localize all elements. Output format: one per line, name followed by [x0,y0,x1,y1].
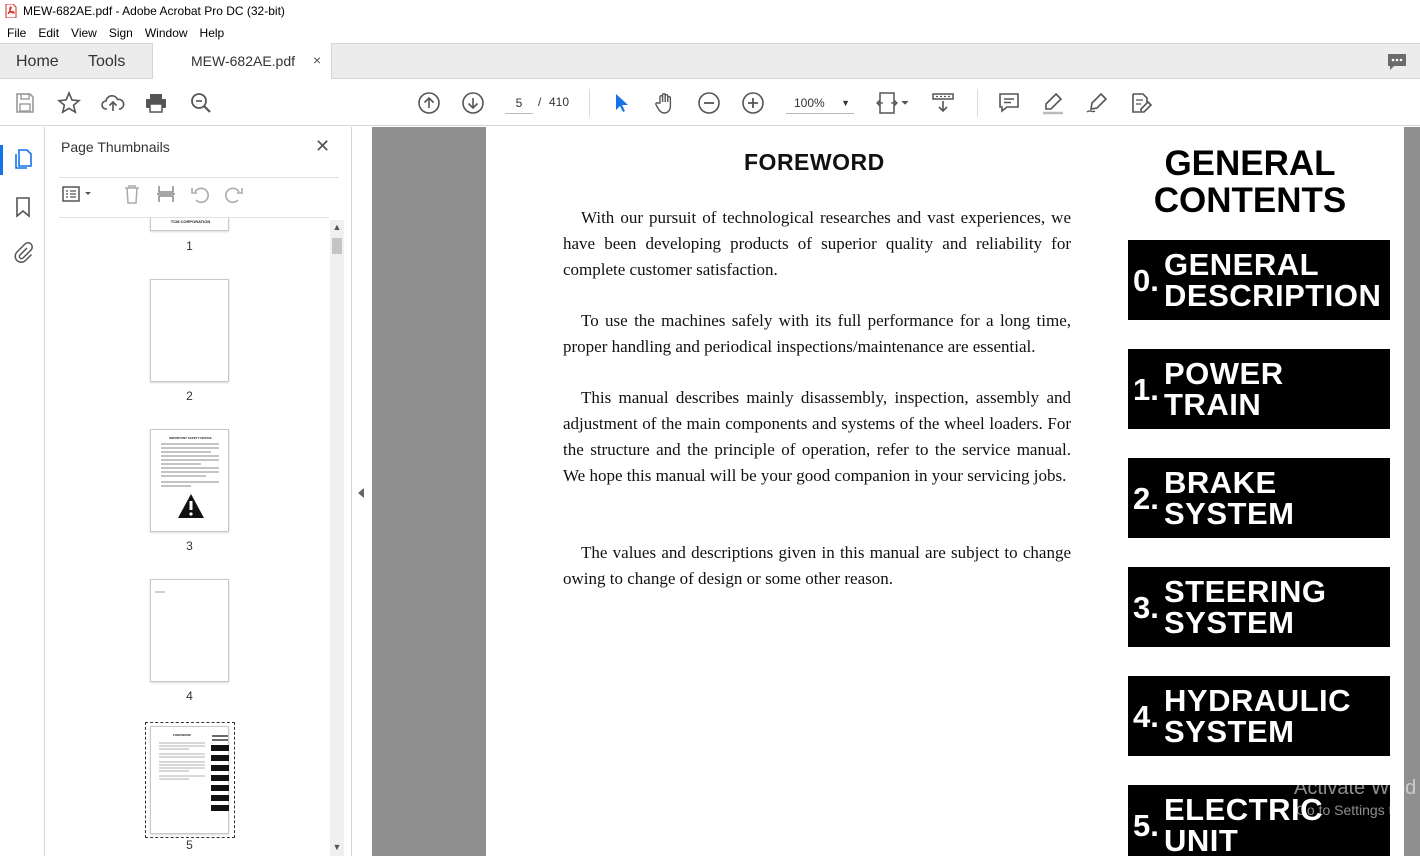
thumbnail-number: 1 [186,239,193,253]
thumbnail-number: 3 [186,539,193,553]
navigation-rail [0,127,45,856]
thumbnail-number: 2 [186,389,193,403]
window-title: MEW-682AE.pdf - Adobe Acrobat Pro DC (32-bit) [23,4,285,18]
thumbnail-list [59,217,329,856]
panel-toolbar [59,177,339,203]
section-name: HYDRAULIC SYSTEM [1164,683,1352,749]
general-contents-heading: GENERAL CONTENTS [1153,144,1347,220]
zoom-level-value: 100% [794,96,825,110]
panel-collapse-strip[interactable] [352,127,372,856]
zoom-level-select[interactable] [786,92,854,114]
scroll-mode-icon[interactable] [931,91,955,115]
tab-document[interactable] [152,43,332,79]
highlight-pen-icon[interactable] [1041,91,1065,115]
sign-pen-icon[interactable] [1085,91,1109,115]
document-viewport[interactable] [372,127,1420,856]
contents-section-1 [1128,349,1390,429]
scroll-down-arrow-icon[interactable]: ▼ [332,842,342,852]
menu-window[interactable]: Window [144,25,188,40]
edit-document-icon[interactable] [1129,91,1153,115]
section-name: STEERING SYSTEM [1164,574,1327,640]
thumbnail-caption: FOREWORD [173,733,191,737]
zoom-out-icon[interactable] [697,91,721,115]
title-bar [0,0,1420,22]
thumbnail-page-5[interactable] [150,726,229,834]
thumbnail-caption: IMPORTANT SAFETY NOTICE [169,436,212,440]
bookmark-icon[interactable] [12,196,34,218]
menu-view[interactable]: View [71,25,97,40]
scroll-up-arrow-icon[interactable]: ▲ [332,222,342,232]
page-total: 410 [549,95,570,109]
contents-section-0 [1128,240,1390,320]
thumbnail-scrollbar[interactable] [330,220,344,856]
previous-page-icon[interactable] [417,91,441,115]
thumbnail-number: 5 [186,838,193,852]
rotate-right-icon[interactable] [223,184,245,204]
section-number: 2. [1133,481,1159,516]
comment-icon[interactable] [997,91,1021,115]
tab-document-label: MEW-682AE.pdf [191,53,296,69]
thumbnail-page-1[interactable] [150,217,229,231]
page-separator: / [538,95,542,109]
section-number: 3. [1133,590,1159,625]
thumbnails-panel [45,127,352,856]
comment-bubble-icon[interactable] [1386,52,1408,72]
zoom-search-icon[interactable] [189,91,213,115]
menu-edit[interactable]: Edit [38,25,60,40]
thumbnail-number: 4 [186,689,193,703]
star-icon[interactable] [57,91,81,115]
upload-cloud-icon[interactable] [101,91,125,115]
pdf-page [486,127,1404,856]
thumbnail-text-lines [159,442,223,492]
attachment-paperclip-icon[interactable] [12,241,34,263]
foreword-paragraph: The values and descriptions given in this manual are subject to change owing to change of design or some other reason. [563,543,1071,588]
menu-sign[interactable]: Sign [108,25,133,40]
menu-file[interactable]: File [7,25,27,40]
foreword-paragraph: With our pursuit of technological researches and vast experiences, we have been developing products of superior quality and reliability for complete customer satisfaction. [563,208,1071,279]
close-icon[interactable]: ✕ [315,136,331,156]
next-page-icon[interactable] [461,91,485,115]
section-number: 4. [1133,699,1159,734]
warning-triangle-icon [177,493,205,519]
menu-bar [0,22,1420,43]
hand-tool-icon[interactable] [653,91,677,115]
thumbnail-text-lines [155,590,169,594]
thumbnail-caption: TCM CORPORATION [170,219,211,224]
toolbar-divider [977,89,978,117]
tab-home[interactable]: Home [16,53,59,70]
activation-watermark: Activate Wind [1294,777,1417,799]
save-icon[interactable] [13,91,37,115]
pdf-file-icon [5,4,17,18]
tab-tools[interactable]: Tools [88,53,126,70]
toolbar [0,80,1420,126]
scrollbar-thumb[interactable] [332,238,342,254]
rail-active-indicator [0,145,3,175]
menu-help[interactable]: Help [199,25,225,40]
page-number-input[interactable]: 5 [505,92,533,114]
thumbnail-page-4[interactable] [150,579,229,682]
insert-page-icon[interactable] [155,184,177,204]
foreword-paragraph: This manual describes mainly disassembly, inspection, assembly and adjustment of the main components and systems of the wheel loaders. For the structure and the principle of operation, refer to the service manual. We hope this manual will be your good companion in your servicing jobs. [563,388,1071,485]
contents-section-4 [1128,676,1390,756]
page-fit-icon[interactable] [876,91,912,115]
toolbar-divider [589,89,590,117]
thumbnail-page-2[interactable] [150,279,229,382]
section-number: 0. [1133,263,1159,298]
section-name: POWER TRAIN [1164,356,1284,422]
panel-title: Page Thumbnails [61,139,170,155]
activation-watermark-subtext: Go to Settings to [1296,802,1401,818]
contents-section-3 [1128,567,1390,647]
page-thumbnails-icon[interactable] [12,148,34,170]
thumbnail-page-3[interactable] [150,429,229,532]
select-cursor-icon[interactable] [609,91,633,115]
section-number: 1. [1133,372,1159,407]
foreword-heading: FOREWORD [744,149,885,175]
collapse-arrow-icon[interactable] [358,488,364,498]
thumbnail-text-lines [155,733,229,813]
section-name: BRAKE SYSTEM [1164,465,1295,531]
zoom-in-icon[interactable] [741,91,765,115]
rotate-left-icon[interactable] [189,184,211,204]
section-name: GENERAL DESCRIPTION [1164,247,1382,313]
tab-bar [0,43,1420,79]
section-number: 5. [1133,808,1159,843]
foreword-paragraph: To use the machines safely with its full performance for a long time, proper handling and periodical inspections/maintenance are essential. [563,311,1071,356]
section-name: ELECTRIC UNIT [1164,792,1323,856]
chevron-down-icon: ▼ [841,98,850,108]
print-icon[interactable] [144,91,168,115]
contents-section-2 [1128,458,1390,538]
tab-close-icon[interactable]: × [313,52,322,68]
thumbnail-options-icon[interactable] [61,184,95,204]
delete-trash-icon[interactable] [121,184,143,204]
